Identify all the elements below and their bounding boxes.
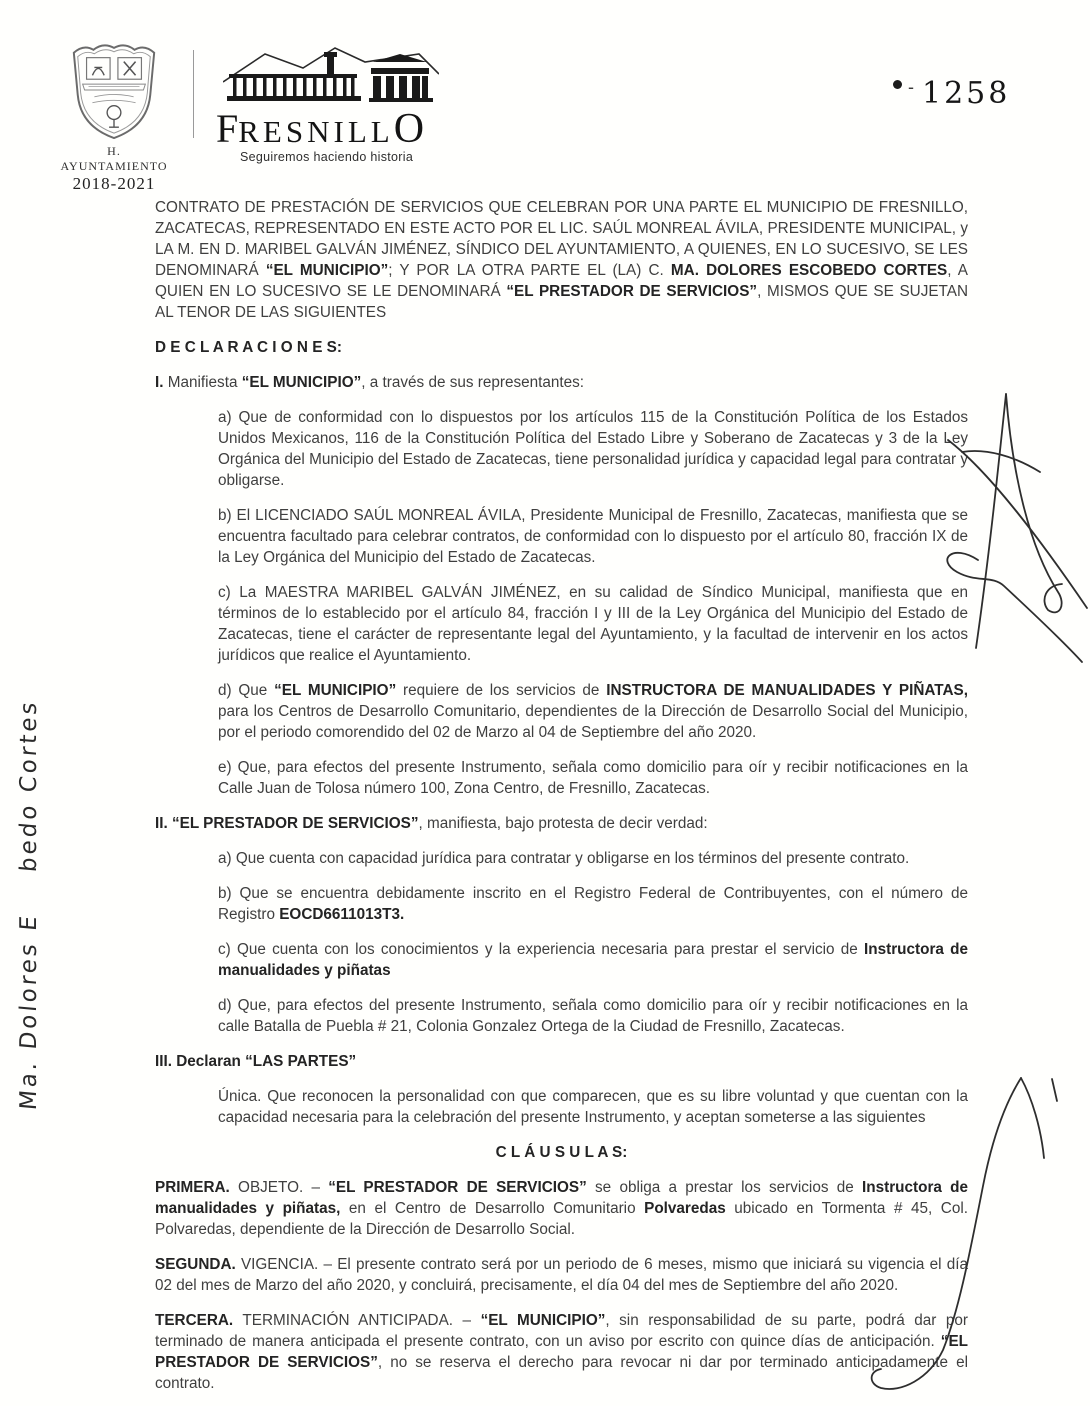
declaracion-ii-d: d) Que, para efectos del presente Instrumento, señala como domicilio para oír y recibir notificaciones en la calle Batalla de Puebla # 21, Colonia Gonzalez Ortega de la Ciudad de Fresnillo, Zacatecas. <box>218 997 968 1035</box>
clausula-segunda: SEGUNDA. VIGENCIA. – El presente contrato será por un periodo de 6 meses, mismo que iniciará su vigencia el día 02 del mes de Marzo del año 2020, y concluirá, precisamente, el día 04 del mes de Septiembre del año 2020. <box>155 1256 968 1294</box>
seal-period: 2018-2021 <box>72 174 156 193</box>
declaracion-ii-heading: II. “EL PRESTADOR DE SERVICIOS”, manifiesta, bajo protesta de decir verdad: <box>155 815 708 832</box>
logo-letter-first: F <box>216 106 239 151</box>
municipal-seal <box>58 38 170 194</box>
declaracion-ii-a: a) Que cuenta con capacidad jurídica para contratar y obligarse en los términos del presente contrato. <box>218 850 910 867</box>
declaracion-iii-heading: III. Declaran “LAS PARTES” <box>155 1053 357 1070</box>
ink-dot <box>893 80 902 89</box>
declaraciones-heading: D E C L A R A C I O N E S: <box>155 339 342 356</box>
declaracion-ii-b: b) Que se encuentra debidamente inscrito en el Registro Federal de Contribuyentes, con el número de Registro EOCD6611013T3. <box>218 885 968 923</box>
clausulas-heading: C L Á U S U L A S: <box>495 1144 628 1161</box>
intro-paragraph: CONTRATO DE PRESTACIÓN DE SERVICIOS QUE CELEBRAN POR UNA PARTE EL MUNICIPIO DE FRESNILLO, ZACATECAS, REPRESENTADO EN ESTE ACTO POR EL LIC. SAÚL MONREAL ÁVILA, PRESIDENTE MUNICIPAL, y LA M. EN D. MARIBEL GALVÁN JIMÉNEZ, SÍNDICO DEL AYUNTAMIENTO, A QUIENES, EN LO SUCESIVO, SE LES DENOMINARÁ “EL MUNICIPIO”; Y POR LA OTRA PARTE EL (LA) C. MA. DOLORES ESCOBEDO CORTES, A QUIEN EN LO SUCESIVO SE LE DENOMINARÁ “EL PRESTADOR DE SERVICIOS”, MISMOS QUE SE SUJETAN AL TENOR DE LAS SIGUIENTES <box>155 199 969 321</box>
fresnillo-logo <box>216 46 446 164</box>
declaracion-ii-c: c) Que cuenta con los conocimientos y la experiencia necesaria para prestar el servicio de Instructora de manualidades y piñatas <box>218 941 968 979</box>
declaracion-i-d: d) Que “EL MUNICIPIO” requiere de los servicios de INSTRUCTORA DE MANUALIDADES Y PIÑATAS, para los Centros de Desarrollo Comunitario, dependientes de la Dirección de Desarrollo Social del Municipio, por el periodo comorendido del 02 de Marzo al 04 de Septiembre del año 2020. <box>218 682 968 741</box>
declaracion-i-heading: I. Manifiesta “EL MUNICIPIO”, a través de sus representantes: <box>155 374 585 391</box>
logo-tagline: Seguiremos haciendo historia <box>240 150 414 164</box>
folio-stamp <box>893 76 1010 111</box>
handwritten-margin-name: Ma. Dolores E bedo Cortes <box>16 698 42 1112</box>
seal-caption: H. AYUNTAMIENTO <box>60 144 168 173</box>
declaracion-i-c: c) La MAESTRA MARIBEL GALVÁN JIMÉNEZ, en su calidad de Síndico Municipal, manifiesta que en términos de lo establecido por el artículo 84, fracción I y III de la Ley Orgánica del Municipio del Estado de Zacatecas, tiene el carácter de representante legal del Ayuntamiento, y la facultad de intervenir en los actos jurídicos que realice el Ayuntamiento. <box>218 584 968 664</box>
declaracion-i-e: e) Que, para efectos del presente Instrumento, señala como domicilio para oír y recibir notificaciones en la Calle Juan de Tolosa número 100, Zona Centro, de Fresnillo, Zacatecas. <box>218 759 968 797</box>
kiosk-monument-icon <box>223 46 439 110</box>
signature-scribble-upper-right <box>947 394 1087 662</box>
folio-number: 1258 <box>922 76 1011 111</box>
declaracion-i-a: a) Que de conformidad con lo dispuestos por los artículos 115 de la Constitución Política de los Estados Unidos Mexicanos, 116 de la Constitución Política del Estado Libre y Soberano de Zacatecas y 3 de la Ley Orgánica del Municipio del Estado de Zacatecas, tiene personalidad jurídica y capacidad legal para contratar y obligarse. <box>218 409 968 489</box>
logo-letters-middle: RESNILL <box>238 114 394 149</box>
declaracion-i-b: b) El LICENCIADO SAÚL MONREAL ÁVILA, Presidente Municipal de Fresnillo, Zacatecas, manifiesta que se encuentra facultado para celebrar contratos, de conformidad con lo dispuesto por el artículo 80, fracción IX de la Ley Orgánica del Municipio del Estado de Zacatecas. <box>218 507 968 566</box>
declaracion-iii-unica: Única. Que reconocen la personalidad con que comparecen, que es su libre voluntad y que cuentan con la capacidad necesaria para la celebración del presente Instrumento, y aceptan someterse a las siguientes <box>218 1088 968 1126</box>
clausula-primera: PRIMERA. OBJETO. – “EL PRESTADOR DE SERVICIOS” se obliga a prestar los servicios de Instructora de manualidades y piñatas, en el Centro de Desarrollo Comunitario Polvaredas ubicado en Tormenta # 45, Col. Polvaredas, dependiente de la Dirección de Desarrollo Social. <box>155 1179 969 1238</box>
clausula-tercera: TERCERA. TERMINACIÓN ANTICIPADA. – “EL MUNICIPIO”, sin responsabilidad de su parte, podrá dar por terminado de manera anticipada el presente contrato, con un aviso por escrito con quince días de anticipación. “EL PRESTADOR DE SERVICIOS”, no se reserva el derecho para revocar ni dar por terminado anticipadamente el contrato. <box>155 1312 968 1392</box>
contract-body <box>155 197 968 1406</box>
logo-letter-last: O <box>393 106 425 152</box>
header-divider <box>193 50 194 138</box>
logo-wordmark <box>216 108 446 150</box>
ink-dash: ‑ <box>908 77 914 97</box>
coat-of-arms-icon <box>65 38 163 142</box>
